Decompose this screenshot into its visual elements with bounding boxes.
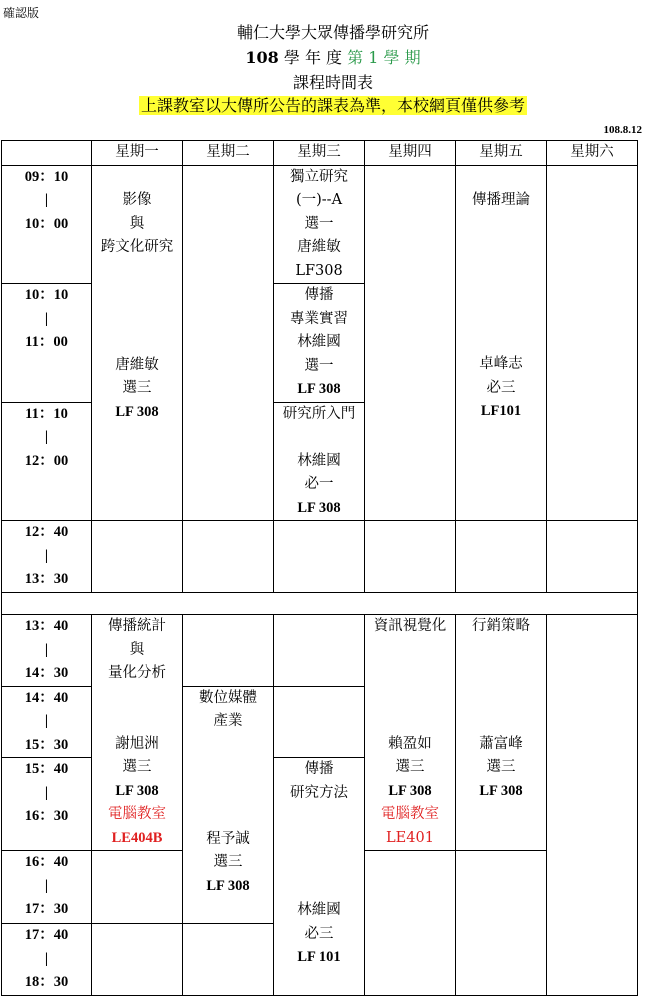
course-type: 必三	[486, 379, 516, 396]
course-thu-afternoon	[365, 615, 456, 851]
empty-cell	[183, 521, 274, 593]
course-line: 影像	[122, 192, 152, 208]
course-line: 與	[129, 641, 145, 658]
empty-cell	[274, 686, 365, 758]
time-start: 09：10	[24, 168, 69, 185]
time-sep: |	[44, 429, 49, 445]
course-line: 與	[129, 215, 145, 232]
time-end: 10：00	[24, 215, 69, 232]
empty-cell	[456, 851, 547, 996]
corner-cell	[2, 141, 92, 166]
course-teacher: 程予誠	[206, 830, 250, 847]
empty-cell	[547, 615, 638, 996]
course-room: LF 308	[479, 782, 523, 799]
course-mon-morning	[92, 165, 183, 521]
time-slot	[2, 284, 92, 403]
time-start: 13：40	[24, 618, 69, 634]
course-type: 選一	[304, 215, 334, 232]
time-end: 11：00	[25, 334, 68, 350]
course-room: LF101	[480, 403, 522, 419]
time-start: 17：40	[24, 927, 69, 943]
course-fri-afternoon	[456, 615, 547, 851]
empty-cell	[547, 521, 638, 593]
course-room: LF 101	[297, 949, 341, 965]
course-line: 產業	[213, 713, 243, 729]
empty-cell	[183, 165, 274, 521]
time-slot	[2, 851, 92, 924]
day-header: 星期二	[183, 141, 274, 166]
empty-cell	[274, 521, 365, 593]
course-line: 數位媒體	[199, 689, 257, 706]
course-room: LF 308	[297, 381, 341, 397]
course-line: (一)--A	[295, 192, 343, 208]
academic-year	[0, 45, 666, 68]
course-room: LF308	[295, 262, 343, 279]
empty-cell	[365, 165, 456, 521]
course-room-lab: 電腦教室	[381, 806, 439, 822]
time-row	[2, 615, 638, 687]
course-tue-afternoon	[183, 686, 274, 924]
course-room: LF 308	[297, 499, 341, 516]
time-start: 14：40	[24, 689, 69, 706]
divider-cell	[2, 593, 638, 615]
time-end: 14：30	[24, 665, 69, 681]
course-room-code: LE401	[386, 829, 434, 846]
course-room: LF 308	[115, 782, 159, 799]
course-line: 傳播	[304, 287, 334, 303]
day-header: 星期三	[274, 141, 365, 166]
course-line: 行銷策略	[472, 618, 530, 634]
day-header-row	[2, 141, 638, 166]
time-end: 13：30	[24, 571, 69, 587]
empty-cell	[456, 521, 547, 593]
course-type: 選三	[213, 854, 243, 870]
course-teacher: 唐維敏	[115, 356, 159, 373]
time-slot	[2, 521, 92, 593]
course-type: 必一	[304, 476, 334, 492]
divider-row	[2, 593, 638, 615]
course-room: LF 308	[206, 877, 250, 894]
time-end: 12：00	[24, 452, 69, 469]
course-teacher: 唐維敏	[297, 239, 341, 255]
day-header: 星期一	[92, 141, 183, 166]
time-end: 17：30	[24, 901, 69, 917]
year-word: 學 年 度	[283, 48, 343, 67]
time-slot	[2, 924, 92, 996]
time-slot	[2, 165, 92, 284]
course-line: 傳播	[304, 761, 334, 777]
course-line: 研究所入門	[282, 405, 356, 422]
course-wed-indep	[274, 165, 365, 284]
course-type: 選三	[122, 380, 152, 396]
course-type: 選三	[486, 759, 516, 775]
empty-cell	[92, 521, 183, 593]
empty-cell	[365, 521, 456, 593]
time-start: 11：10	[25, 405, 68, 422]
course-room-code: LE404B	[111, 829, 163, 846]
course-fri-morning	[456, 165, 547, 521]
course-room-lab: 電腦教室	[108, 806, 166, 822]
course-line: 傳播統計	[108, 618, 166, 634]
course-wed-intro	[274, 402, 365, 521]
notice-text: 上課教室以大傳所公告的課表為準，本校網頁僅供參考	[140, 96, 525, 115]
empty-cell	[92, 924, 183, 996]
course-line: 跨文化研究	[100, 239, 174, 255]
document-title: 課程時間表	[292, 73, 373, 92]
course-teacher: 謝旭洲	[115, 735, 159, 752]
time-sep: |	[44, 547, 49, 564]
revision-date: 108.8.12	[603, 124, 642, 136]
course-line: 資訊視覺化	[373, 618, 447, 634]
institute-title: 輔仁大學大眾傳播學研究所	[236, 23, 429, 42]
time-sep: |	[44, 950, 49, 967]
course-type: 選三	[122, 759, 152, 775]
course-teacher: 卓峰志	[479, 356, 523, 372]
semester-label: 第 1 學 期	[347, 48, 421, 67]
time-slot	[2, 758, 92, 851]
notice-banner	[0, 93, 666, 116]
empty-cell	[274, 615, 365, 687]
time-start: 12：40	[24, 524, 69, 540]
time-sep: |	[44, 192, 49, 208]
time-slot	[2, 402, 92, 521]
year-number: 108	[245, 48, 279, 67]
course-line: 傳播理論	[472, 191, 530, 208]
day-header: 星期六	[547, 141, 638, 166]
course-type: 必三	[304, 925, 334, 942]
course-teacher: 蕭富峰	[479, 735, 523, 752]
empty-cell	[183, 615, 274, 687]
time-end: 18：30	[24, 974, 69, 990]
time-end: 16：30	[24, 808, 69, 824]
course-teacher: 賴盈如	[388, 735, 432, 752]
course-teacher: 林維國	[297, 902, 341, 918]
time-row	[2, 521, 638, 593]
time-sep: |	[44, 713, 49, 729]
empty-cell	[92, 851, 183, 924]
course-line: 研究方法	[290, 784, 348, 801]
time-sep: |	[44, 310, 49, 327]
empty-cell	[365, 851, 456, 996]
time-end: 15：30	[24, 736, 69, 753]
time-start: 16：40	[24, 854, 69, 870]
course-teacher: 林維國	[297, 334, 341, 350]
time-start: 10：10	[24, 287, 69, 303]
time-start: 15：40	[24, 761, 69, 777]
course-wed-afternoon	[274, 758, 365, 996]
course-room: LF 308	[115, 403, 159, 420]
course-type: 選一	[304, 357, 334, 374]
time-sep: |	[44, 877, 49, 894]
empty-cell	[547, 165, 638, 521]
course-line: 獨立研究	[290, 168, 348, 185]
time-slot	[2, 686, 92, 758]
course-teacher: 林維國	[297, 452, 341, 469]
schedule-table	[1, 140, 638, 996]
empty-cell	[183, 924, 274, 996]
day-header: 星期四	[365, 141, 456, 166]
draft-label: 確認版	[3, 6, 40, 20]
time-slot	[2, 615, 92, 687]
course-room: LF 308	[388, 782, 432, 799]
course-mon-afternoon	[92, 615, 183, 851]
course-type: 選三	[395, 759, 425, 775]
day-header: 星期五	[456, 141, 547, 166]
time-row	[2, 165, 638, 284]
course-line: 量化分析	[108, 665, 166, 681]
course-line: 專業實習	[290, 310, 348, 327]
time-sep: |	[44, 784, 49, 801]
time-sep: |	[44, 641, 49, 658]
course-wed-intern	[274, 284, 365, 403]
